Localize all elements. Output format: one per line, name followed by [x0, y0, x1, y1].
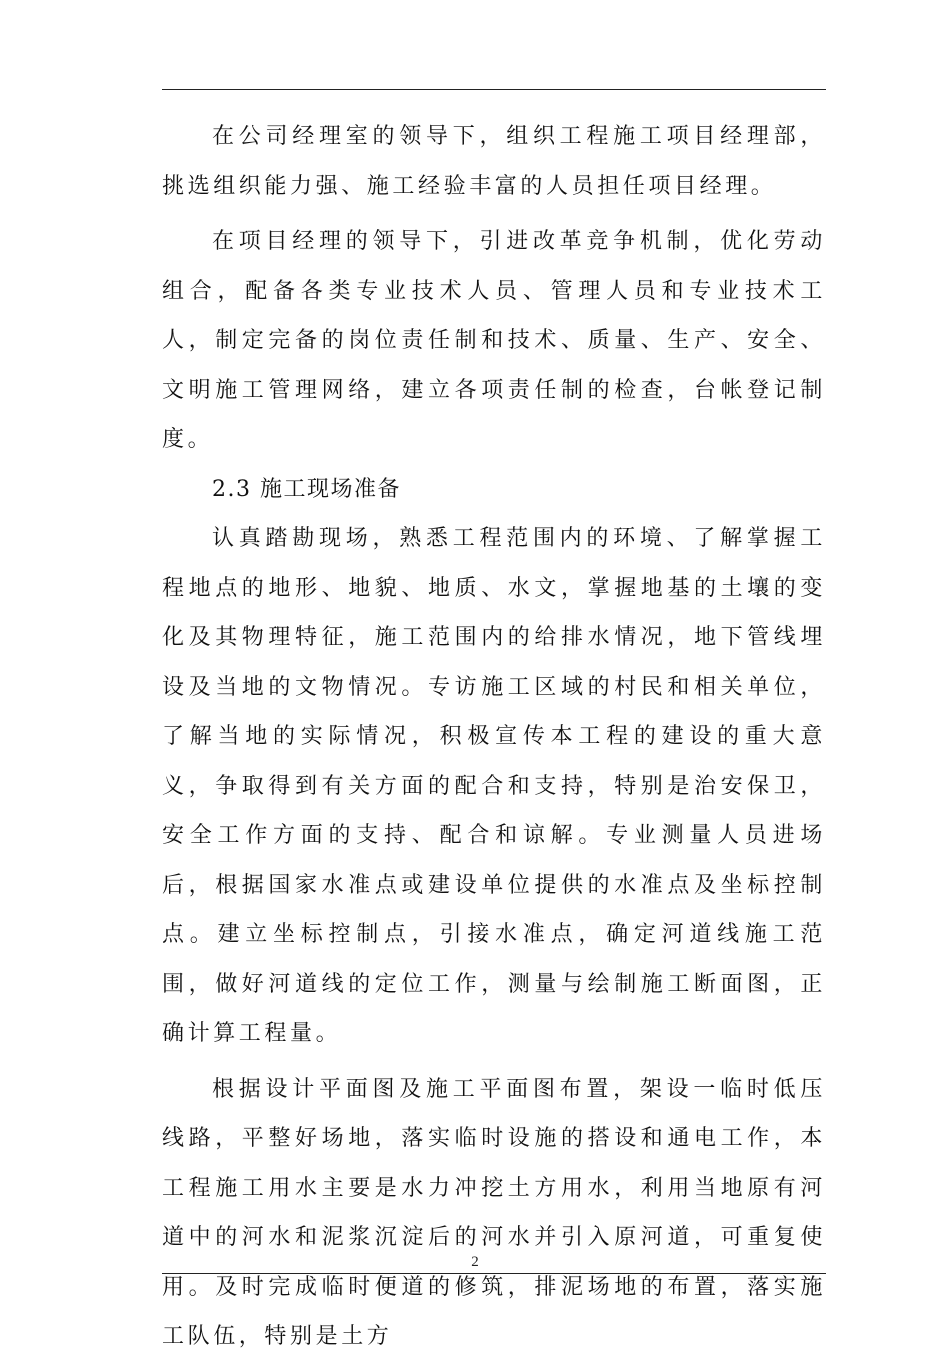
paragraph-project-manager-selection: 在公司经理室的领导下，组织工程施工项目经理部，挑选组织能力强、施工经验丰富的人员担任项目经理。 [162, 124, 826, 199]
header-rule [162, 89, 826, 90]
paragraph-site-survey: 认真踏勘现场，熟悉工程范围内的环境、了解掌握工程地点的地形、地貌、地质、水文，掌握地基的土壤的变化及其物理特征，施工范围内的给排水情况，地下管线埋设及当地的文物情况。专访施工区域的村民和相关单位，了解当地的实际情况，积极宣传本工程的建设的重大意义，争取得到有关方面的配合和支持，特别是治安保卫，安全工作方面的支持、配合和谅解。专业测量人员进场后，根据国家水准点或建设单位提供的水准点及坐标控制点。建立坐标控制点，引接水准点，确定河道线施工范围，做好河道线的定位工作，测量与绘制施工断面图，正确计算工程量。 [162, 526, 826, 1046]
section-heading-site-preparation: 2.3 施工现场准备 [212, 476, 401, 502]
paragraph-responsibility-system: 在项目经理的领导下，引进改革竞争机制，优化劳动组合，配备各类专业技术人员、管理人员和专业技术工人，制定完备的岗位责任制和技术、质量、生产、安全、文明施工管理网络，建立各项责任制的检查，台帐登记制度。 [162, 229, 826, 452]
document-body [162, 112, 826, 1362]
page-number: 2 [471, 1254, 479, 1270]
paragraph-temporary-facilities: 根据设计平面图及施工平面图布置，架设一临时低压线路，平整好场地，落实临时设施的搭设和通电工作，本工程施工用水主要是水力冲挖土方用水，利用当地原有河道中的河水和泥浆沉淀后的河水并引入原河道，可重复使用。及时完成临时便道的修筑，排泥场地的布置，落实施工队伍，特别是土方 [162, 1076, 826, 1349]
footer-rule [162, 1273, 826, 1274]
